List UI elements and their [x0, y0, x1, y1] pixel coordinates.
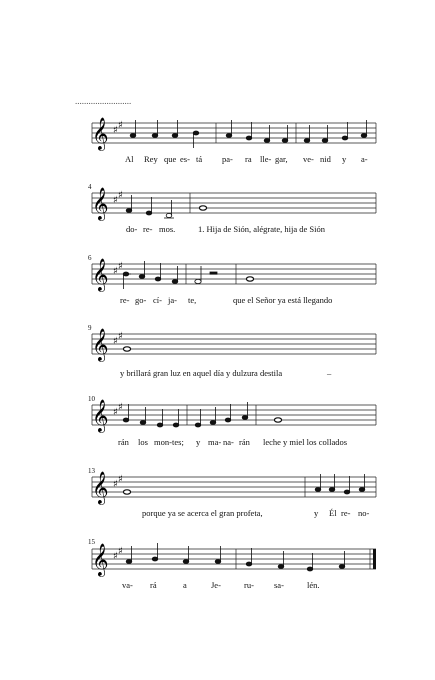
- lyric: es-: [180, 154, 190, 164]
- staff-system-6: [88, 467, 376, 518]
- treble-clef-icon: 𝄞: [92, 399, 109, 432]
- svg-text:♯: ♯: [113, 266, 118, 277]
- lyric: Rey: [144, 154, 158, 164]
- lyric: na-: [223, 437, 234, 447]
- treble-clef-icon: 𝄞: [92, 187, 109, 220]
- lyric: porque ya se acerca el gran profeta,: [142, 508, 263, 518]
- treble-clef-icon: 𝄞: [92, 471, 109, 504]
- lyric: go-: [135, 295, 147, 305]
- svg-text:♯: ♯: [118, 190, 123, 201]
- lyric: y: [314, 508, 319, 518]
- lyric: y: [342, 154, 347, 164]
- treble-clef-icon: 𝄞: [92, 117, 109, 150]
- lyric: los: [138, 437, 148, 447]
- lyric: pa-: [222, 154, 233, 164]
- lyric: te,: [188, 295, 197, 305]
- measure-number: 9: [88, 324, 92, 332]
- staff-system-7: [88, 538, 376, 590]
- lyric: mon-: [154, 437, 172, 447]
- lyric: y: [196, 437, 201, 447]
- svg-text:♯: ♯: [113, 551, 118, 562]
- measure-number: 10: [88, 395, 95, 403]
- svg-text:♯: ♯: [113, 195, 118, 206]
- measure-number: 6: [88, 254, 92, 262]
- lyric: que: [164, 154, 177, 164]
- dotted-line: .........................: [75, 96, 132, 106]
- lyric: 1. Hija de Sión, alégrate, hija de Sión: [198, 224, 325, 234]
- staff-system-2: [88, 183, 376, 234]
- svg-text:♯: ♯: [118, 331, 123, 342]
- measure-number: 13: [88, 467, 95, 475]
- staff-system-5: [88, 395, 376, 447]
- svg-text:♯: ♯: [118, 120, 123, 131]
- lyric: cí-: [153, 295, 162, 305]
- lyric: re-: [341, 508, 351, 518]
- lyric: rán: [118, 437, 129, 447]
- lyric: re-: [120, 295, 130, 305]
- lyric: ve-: [303, 154, 314, 164]
- measure-number: 15: [88, 538, 95, 546]
- treble-clef-icon: 𝄞: [92, 258, 109, 291]
- svg-text:♯: ♯: [113, 336, 118, 347]
- lyric: va-: [122, 580, 133, 590]
- svg-text:♯: ♯: [113, 407, 118, 418]
- lyric: sa-: [274, 580, 284, 590]
- lyric: ru-: [244, 580, 254, 590]
- lyric: no-: [358, 508, 370, 518]
- lyric: lle-: [260, 154, 272, 164]
- lyric: nid: [320, 154, 331, 164]
- svg-text:♯: ♯: [118, 474, 123, 485]
- svg-text:♯: ♯: [118, 402, 123, 413]
- lyric: Él: [329, 508, 337, 518]
- svg-text:♯: ♯: [113, 479, 118, 490]
- lyric: leche y miel los collados: [263, 437, 348, 447]
- lyric: ra: [245, 154, 252, 164]
- treble-clef-icon: 𝄞: [92, 328, 109, 361]
- staff-system-3: [88, 254, 376, 305]
- svg-text:♯: ♯: [118, 546, 123, 557]
- staff-system-1: [92, 117, 376, 164]
- lyric: mos.: [159, 224, 176, 234]
- lyric: y brillará gran luz en aquel día y dulzura destila: [120, 368, 283, 378]
- lyric: rán: [239, 437, 250, 447]
- lyric: gar,: [275, 154, 288, 164]
- lyric: rá: [150, 580, 157, 590]
- lyric: que el Señor ya está llegando: [233, 295, 333, 305]
- lyric: Al: [125, 154, 134, 164]
- lyric: tes;: [172, 437, 184, 447]
- measure-number: 4: [88, 183, 92, 191]
- lyric: ma-: [208, 437, 222, 447]
- lyric: re-: [143, 224, 153, 234]
- lyric: Je-: [211, 580, 221, 590]
- svg-text:♯: ♯: [113, 125, 118, 136]
- svg-text:♯: ♯: [118, 261, 123, 272]
- lyric: a: [183, 580, 187, 590]
- lyric: tá: [196, 154, 203, 164]
- lyric: lén.: [307, 580, 320, 590]
- staff-system-4: [88, 324, 376, 378]
- treble-clef-icon: 𝄞: [92, 543, 109, 576]
- lyric: a-: [361, 154, 368, 164]
- lyric: –: [327, 368, 332, 378]
- lyric: ja-: [168, 295, 177, 305]
- lyric: do-: [126, 224, 138, 234]
